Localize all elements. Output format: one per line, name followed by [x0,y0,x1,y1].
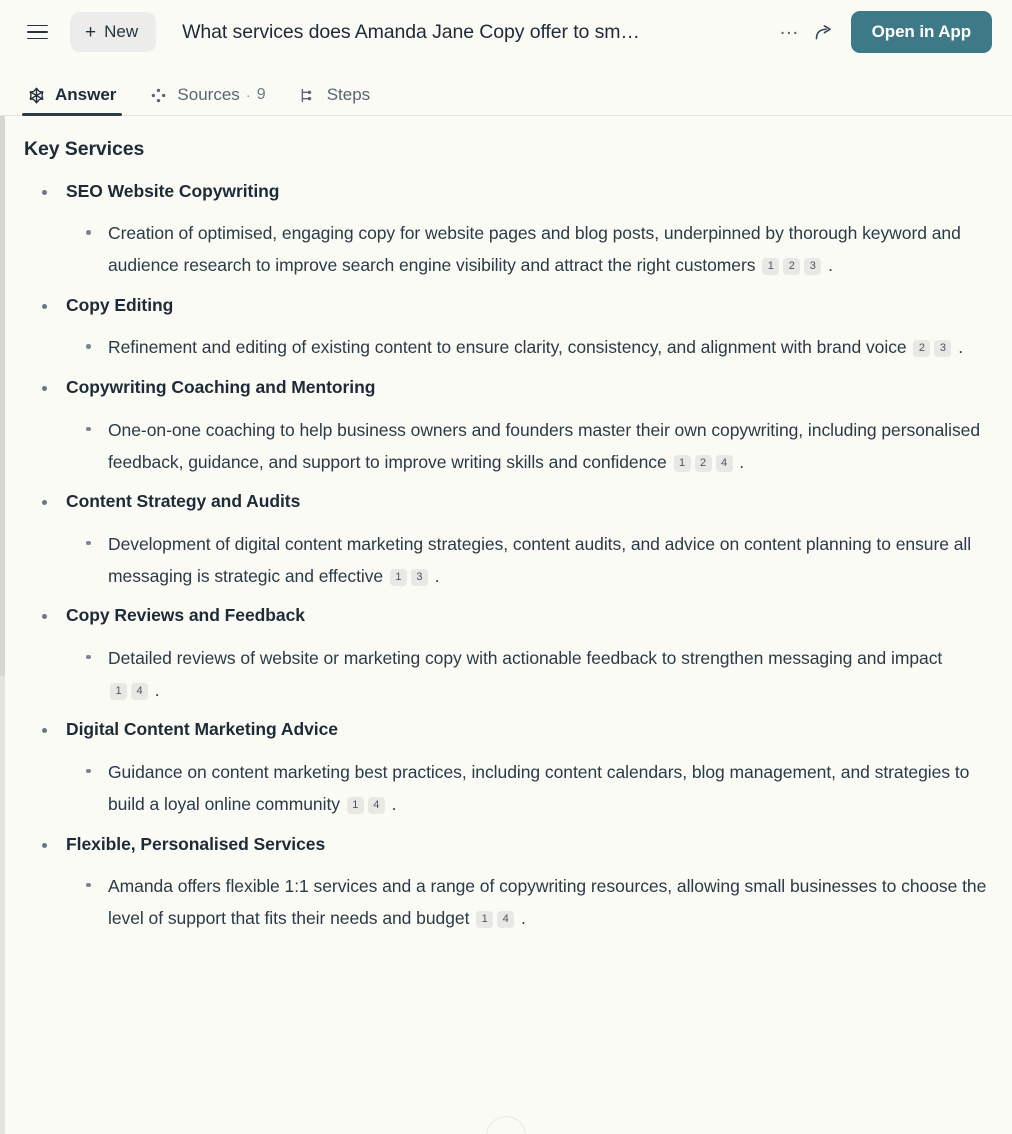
service-description-text: Guidance on content marketing best practices, including content calendars, blog management, and strategies to build a loyal online community [108,761,970,814]
service-description [108,757,992,821]
service-description [108,529,992,593]
citation-group [383,566,439,586]
tab-steps-label: Steps [326,85,371,104]
dots-cluster-icon [148,85,168,105]
tab-sources[interactable] [146,85,267,116]
tab-sources-count: 9 [256,86,266,103]
service-detail-item [66,871,992,935]
share-arrow-icon[interactable] [807,15,841,49]
sentence-period: . [516,907,526,928]
citation-group [108,680,160,700]
section-title: Key Services [24,138,145,160]
citation-badge[interactable]: 4 [716,455,733,472]
service-detail-item [66,529,992,593]
branch-nodes-icon [298,85,318,105]
tab-answer[interactable] [24,85,118,116]
citation-badge[interactable]: 4 [131,683,148,700]
service-description-text: Refinement and editing of existing content to ensure clarity, consistency, and alignment with brand voice [108,337,907,358]
service-description [108,332,992,364]
answer-content [0,116,1012,1134]
service-item [24,832,992,935]
citation-badge[interactable]: 3 [934,340,951,357]
service-heading: Copy Editing [66,295,174,316]
tab-sources-separator: · [245,86,251,104]
citation-badge[interactable]: 4 [497,911,514,928]
service-heading: Flexible, Personalised Services [66,833,326,854]
asterisk-star-icon [26,85,46,105]
citation-group [469,908,525,928]
citation-badge[interactable]: 3 [411,569,428,586]
service-detail-item [66,643,992,707]
citation-group [755,255,832,275]
more-options-icon[interactable]: … [773,15,807,49]
service-heading: Copywriting Coaching and Mentoring [66,377,376,398]
citation-badge[interactable]: 1 [110,683,127,700]
page-title: What services does Amanda Jane Copy offer to sm… [182,20,640,43]
service-detail-item [66,218,992,282]
tab-sources-label: Sources [177,85,240,104]
service-description-text: One-on-one coaching to help business owners and founders master their own copywriting, including personalised feedback, guidance, and support to improve writing skills and confidence [108,419,981,472]
service-detail-list [66,218,992,282]
top-header [0,0,1012,64]
service-detail-list [66,757,992,821]
plus-icon: + [85,21,97,43]
service-heading: Content Strategy and Audits [66,491,301,512]
citation-group [667,452,744,472]
sentence-period: . [953,337,964,358]
service-detail-item [66,757,992,821]
hamburger-menu-icon[interactable] [22,17,52,47]
service-item [24,293,992,364]
citation-badge[interactable]: 1 [476,911,493,928]
service-detail-list [66,871,992,935]
citation-badge[interactable]: 1 [390,569,407,586]
service-description [108,643,992,707]
new-button-label: New [104,22,139,41]
tab-answer-label: Answer [55,85,117,104]
new-button[interactable] [70,12,156,52]
service-description [108,218,992,282]
service-description-text: Development of digital content marketing strategies, content audits, and advice on content planning to ensure all messaging is strategic and effective [108,533,972,586]
citation-badge[interactable]: 1 [762,258,779,275]
service-item [24,375,992,478]
service-detail-list [66,529,992,593]
sentence-period: . [386,793,397,814]
service-item [24,717,992,820]
sentence-period: . [150,679,160,700]
citation-badge[interactable]: 2 [695,455,712,472]
service-description-text: Amanda offers flexible 1:1 services and a range of copywriting resources, allowing small businesses to choose the level of support that fits their needs and budget [108,875,987,928]
service-item [24,603,992,706]
service-heading: Copy Reviews and Feedback [66,605,305,626]
service-detail-item [66,415,992,479]
citation-group [907,337,963,357]
tab-steps[interactable] [296,85,372,116]
citation-badge[interactable]: 1 [674,455,691,472]
service-item [24,489,992,592]
service-heading: Digital Content Marketing Advice [66,719,338,740]
chevron-down-icon [500,1128,513,1134]
service-item [24,179,992,282]
service-detail-item [66,332,992,364]
service-description-text: Creation of optimised, engaging copy for website pages and blog posts, underpinned by thorough keyword and audience research to improve search engine visibility and attract the right customers [108,223,961,276]
service-detail-list [66,332,992,364]
citation-badge[interactable]: 3 [804,258,821,275]
tab-bar [0,64,1012,116]
citation-badge[interactable]: 1 [347,797,364,814]
service-description-text: Detailed reviews of website or marketing copy with actionable feedback to strengthen messaging and impact [108,647,943,668]
service-detail-list [66,643,992,707]
services-list [24,179,992,935]
citation-badge[interactable]: 2 [913,340,930,357]
service-heading: SEO Website Copywriting [66,181,280,201]
service-detail-list [66,415,992,479]
citation-group [340,794,396,814]
service-description [108,871,992,935]
service-description [108,415,992,479]
citation-badge[interactable]: 2 [783,258,800,275]
scrollbar-thumb[interactable] [0,116,5,676]
sentence-period: . [734,451,745,472]
page-scrollbar[interactable] [0,116,5,1134]
sentence-period: . [823,255,833,276]
citation-badge[interactable]: 4 [368,797,385,814]
sentence-period: . [429,565,440,586]
open-in-app-button[interactable]: Open in App [851,11,992,53]
